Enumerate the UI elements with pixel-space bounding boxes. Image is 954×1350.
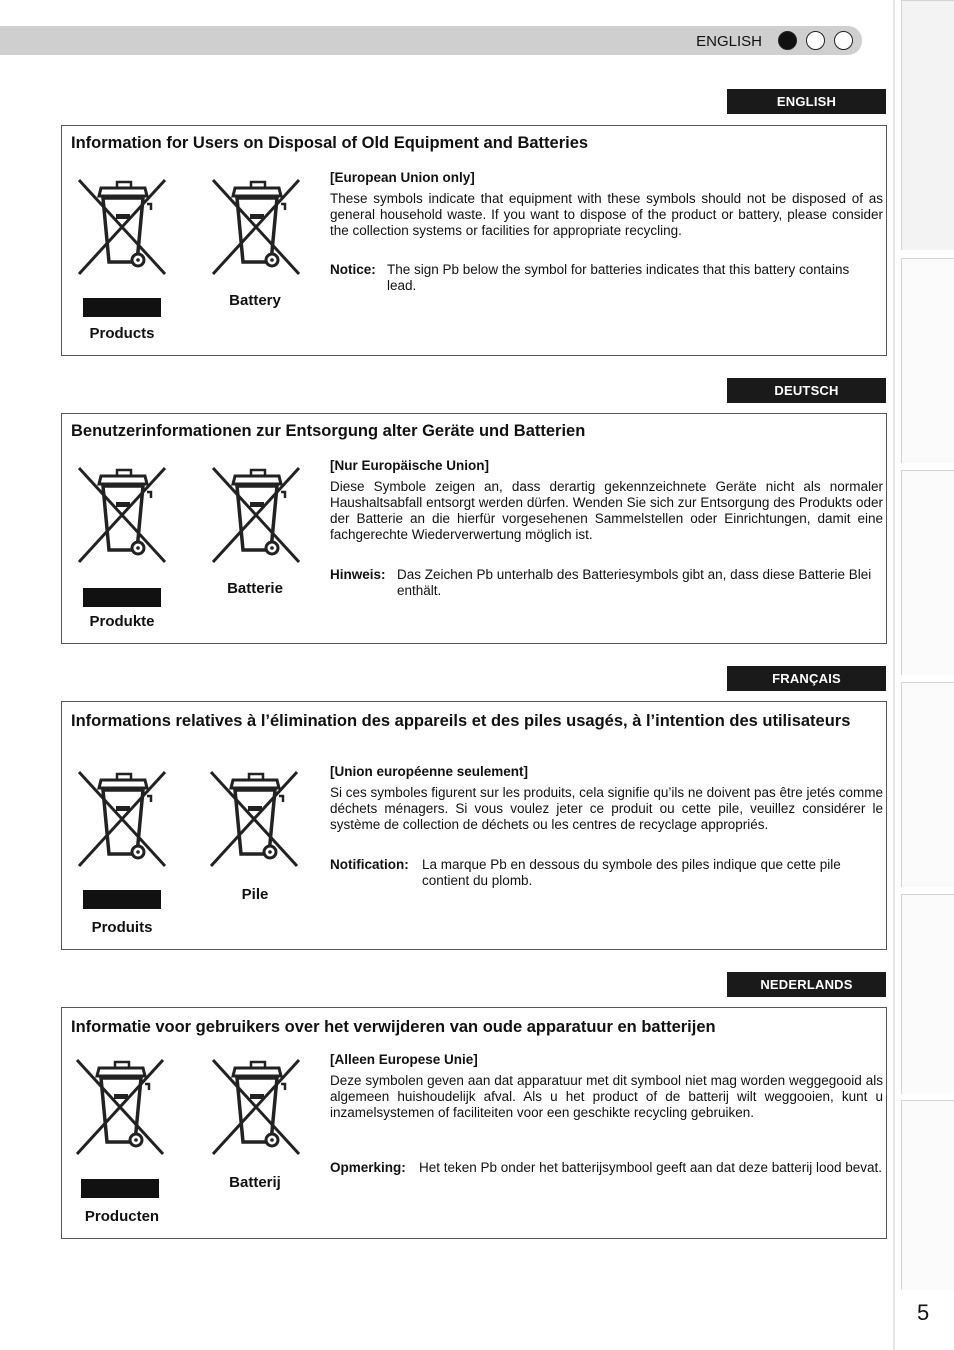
language-dot-1: [778, 31, 797, 50]
notice-text: Het teken Pb onder het batterijsymbool geeft aan dat deze batterij lood bevat.: [419, 1160, 883, 1175]
side-tab-4: [901, 682, 954, 887]
crossed-bin-battery-icon: [207, 1054, 307, 1158]
caption-battery: Batterie: [227, 580, 283, 597]
caption-products: Producten: [84, 1208, 160, 1225]
side-tab-2: [901, 258, 954, 463]
disposal-section-nederlands: [61, 1007, 887, 1239]
caption-products: Produits: [91, 919, 153, 936]
disposal-section-francais: [61, 701, 887, 950]
section-label-francais: FRANÇAIS: [727, 666, 886, 691]
side-tab-5: [901, 894, 954, 1094]
caption-battery: Batterij: [229, 1174, 281, 1191]
products-black-bar: [83, 298, 161, 317]
region-subheading: [Alleen Europese Unie]: [330, 1052, 478, 1067]
caption-products: Produkte: [89, 613, 155, 630]
section-title: Benutzerinformationen zur Entsorgung alter Geräte und Batterien: [71, 422, 586, 440]
crossed-bin-battery-icon: [207, 462, 307, 566]
section-label-nederlands: NEDERLANDS: [727, 972, 886, 997]
notice-text: Das Zeichen Pb unterhalb des Batteriesymbols gibt an, dass diese Batterie Blei enthält.: [397, 567, 872, 598]
section-label-deutsch: DEUTSCH: [727, 378, 886, 403]
disposal-section-deutsch: [61, 413, 887, 644]
caption-battery: Pile: [241, 886, 269, 903]
side-tab-6: [901, 1100, 954, 1290]
crossed-bin-battery-icon: [205, 766, 305, 870]
section-title: Information for Users on Disposal of Old Equipment and Batteries: [71, 134, 589, 152]
crossed-bin-products-icon: [71, 1054, 171, 1158]
header-language: ENGLISH: [696, 33, 762, 50]
notice-label: Notice:: [330, 262, 376, 277]
page-number: 5: [917, 1300, 930, 1325]
crossed-bin-products-icon: [73, 174, 173, 278]
body-text: Si ces symboles figurent sur les produits, cela signifie qu’ils ne doivent pas être jetés comme déchets ménagers. Si vous voulez jeter ce produit ou cette pile, veuillez considérer le système de collection de déchets ou les centres de recyclage appropriés.: [330, 785, 884, 832]
side-tab-3: [901, 470, 954, 675]
crossed-bin-products-icon: [73, 766, 173, 870]
region-subheading: [Nur Europäische Union]: [330, 458, 490, 473]
notice-label: Hinweis:: [330, 567, 386, 582]
language-dot-3: [834, 31, 853, 50]
notice-text: The sign Pb below the symbol for batteries indicates that this battery contains lead.: [387, 262, 850, 293]
notice-label: Notification:: [330, 857, 409, 872]
disposal-section-english: [61, 125, 887, 356]
section-title: Informations relatives à l’élimination des appareils et des piles usagés, à l’intention des utilisateurs: [71, 712, 851, 730]
language-dot-2: [806, 31, 825, 50]
caption-battery: Battery: [229, 292, 281, 309]
body-text: These symbols indicate that equipment with these symbols should not be disposed of as general household waste. If you want to dispose of the product or battery, please consider the collection systems or facilities for appropriate recycling.: [330, 191, 883, 238]
section-label-english: ENGLISH: [727, 89, 886, 114]
products-black-bar: [81, 1179, 159, 1198]
page-edge: [893, 0, 895, 1350]
notice-text: La marque Pb en dessous du symbole des piles indique que cette pile contient du plomb.: [422, 857, 841, 888]
region-subheading: [European Union only]: [330, 170, 475, 185]
notice-label: Opmerking:: [330, 1160, 406, 1175]
caption-products: Products: [89, 325, 155, 342]
products-black-bar: [83, 588, 161, 607]
crossed-bin-products-icon: [73, 462, 173, 566]
crossed-bin-battery-icon: [207, 174, 307, 278]
products-black-bar: [83, 890, 161, 909]
region-subheading: [Union européenne seulement]: [330, 764, 529, 779]
body-text: Deze symbolen geven aan dat apparatuur met dit symbool niet mag worden weggegooid als algemeen huishoudelijk afval. Als u het product of de batterij wilt weggooien, kunt u inzamelsystemen of faciliteiten voor een geschikte recycling gebruiken.: [330, 1073, 883, 1120]
section-title: Informatie voor gebruikers over het verwijderen van oude apparatuur en batterijen: [71, 1018, 716, 1036]
side-tab-1: [901, 0, 954, 250]
body-text: Diese Symbole zeigen an, dass derartig gekennzeichnete Geräte nicht als normaler Haushaltsabfall entsorgt werden dürfen. Wenden Sie sich zur Entsorgung des Produkts oder der Batterie an die hierfür vorgesehenen Sammelstellen oder Einrichtungen, damit eine fachgerechte Wiederverwertung möglich ist.: [330, 479, 883, 542]
